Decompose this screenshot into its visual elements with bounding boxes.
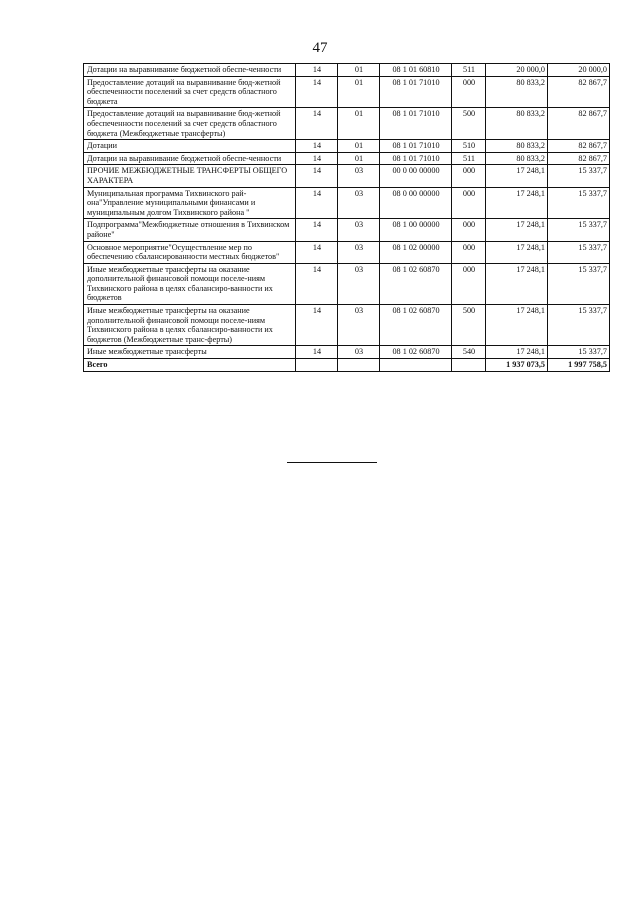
row-target-code: 00 0 00 00000 — [380, 165, 452, 187]
row-target-code: 08 1 02 60870 — [380, 346, 452, 359]
row-name: ПРОЧИЕ МЕЖБЮДЖЕТНЫЕ ТРАНСФЕРТЫ ОБЩЕГО ХАРАКТЕРА — [84, 165, 296, 187]
row-subsection: 03 — [338, 263, 380, 304]
row-value-1: 17 248,1 — [486, 165, 548, 187]
end-rule — [287, 462, 377, 463]
row-subsection: 01 — [338, 76, 380, 108]
row-name: Подпрограмма"Межбюджетные отношения в Тихвинском районе" — [84, 219, 296, 241]
row-value-1: 80 833,2 — [486, 76, 548, 108]
row-expense-type: 000 — [452, 241, 486, 263]
row-section: 14 — [296, 76, 338, 108]
row-target-code: 08 1 02 60870 — [380, 263, 452, 304]
row-value-1: 17 248,1 — [486, 305, 548, 346]
total-empty-cell — [452, 359, 486, 372]
row-name: Муниципальная программа Тихвинского рай-она"Управление муниципальными финансами и муниципальным долгом Тихвинского района " — [84, 187, 296, 219]
row-subsection: 03 — [338, 241, 380, 263]
row-value-1: 17 248,1 — [486, 187, 548, 219]
row-value-2: 82 867,7 — [548, 76, 610, 108]
budget-table — [83, 63, 610, 372]
row-target-code: 08 0 00 00000 — [380, 187, 452, 219]
table-row — [84, 108, 610, 140]
row-expense-type: 000 — [452, 219, 486, 241]
total-label: Всего — [84, 359, 296, 372]
table-row — [84, 152, 610, 165]
row-section: 14 — [296, 140, 338, 153]
row-name: Иные межбюджетные трансферты — [84, 346, 296, 359]
total-row — [84, 359, 610, 372]
row-value-2: 82 867,7 — [548, 152, 610, 165]
row-target-code: 08 1 01 60810 — [380, 64, 452, 77]
row-subsection: 03 — [338, 165, 380, 187]
row-value-1: 80 833,2 — [486, 152, 548, 165]
row-target-code: 08 1 01 71010 — [380, 152, 452, 165]
row-value-2: 15 337,7 — [548, 165, 610, 187]
page-number: 47 — [312, 40, 328, 56]
row-value-2: 20 000,0 — [548, 64, 610, 77]
total-value-2: 1 997 758,5 — [548, 359, 610, 372]
row-subsection: 01 — [338, 140, 380, 153]
row-value-1: 17 248,1 — [486, 241, 548, 263]
row-value-2: 82 867,7 — [548, 140, 610, 153]
table-row — [84, 219, 610, 241]
row-section: 14 — [296, 346, 338, 359]
table-row — [84, 263, 610, 304]
row-subsection: 03 — [338, 305, 380, 346]
row-section: 14 — [296, 187, 338, 219]
row-value-1: 17 248,1 — [486, 263, 548, 304]
row-value-1: 20 000,0 — [486, 64, 548, 77]
total-value-1: 1 937 073,5 — [486, 359, 548, 372]
row-expense-type: 510 — [452, 140, 486, 153]
row-section: 14 — [296, 241, 338, 263]
row-section: 14 — [296, 64, 338, 77]
row-target-code: 08 1 01 71010 — [380, 108, 452, 140]
row-section: 14 — [296, 219, 338, 241]
row-name: Предоставление дотаций на выравнивание бюд-жетной обеспеченности поселений за счет средств областного бюджета — [84, 76, 296, 108]
table-row — [84, 305, 610, 346]
row-target-code: 08 1 02 60870 — [380, 305, 452, 346]
row-value-1: 17 248,1 — [486, 219, 548, 241]
row-section: 14 — [296, 108, 338, 140]
row-value-2: 15 337,7 — [548, 346, 610, 359]
row-name: Дотации на выравнивание бюджетной обеспе-ченности — [84, 64, 296, 77]
row-subsection: 01 — [338, 64, 380, 77]
table-row — [84, 64, 610, 77]
row-value-1: 80 833,2 — [486, 108, 548, 140]
row-target-code: 08 1 00 00000 — [380, 219, 452, 241]
row-subsection: 03 — [338, 219, 380, 241]
row-subsection: 03 — [338, 187, 380, 219]
table-row — [84, 187, 610, 219]
row-value-2: 15 337,7 — [548, 305, 610, 346]
row-expense-type: 500 — [452, 108, 486, 140]
row-expense-type: 511 — [452, 64, 486, 77]
row-name: Дотации на выравнивание бюджетной обеспе-ченности — [84, 152, 296, 165]
total-empty-cell — [380, 359, 452, 372]
row-expense-type: 000 — [452, 76, 486, 108]
row-section: 14 — [296, 152, 338, 165]
row-name: Дотации — [84, 140, 296, 153]
row-target-code: 08 1 01 71010 — [380, 76, 452, 108]
row-name: Предоставление дотаций на выравнивание бюд-жетной обеспеченности поселений за счет средств областного бюджета (Межбюджетные трансферты) — [84, 108, 296, 140]
row-value-2: 15 337,7 — [548, 187, 610, 219]
table-row — [84, 140, 610, 153]
row-target-code: 08 1 02 00000 — [380, 241, 452, 263]
row-expense-type: 000 — [452, 263, 486, 304]
table-row — [84, 346, 610, 359]
row-section: 14 — [296, 263, 338, 304]
table-row — [84, 76, 610, 108]
row-subsection: 01 — [338, 152, 380, 165]
total-empty-cell — [296, 359, 338, 372]
row-expense-type: 500 — [452, 305, 486, 346]
table-row — [84, 241, 610, 263]
row-subsection: 03 — [338, 346, 380, 359]
row-value-2: 15 337,7 — [548, 241, 610, 263]
budget-table-body — [84, 64, 610, 372]
row-value-1: 17 248,1 — [486, 346, 548, 359]
row-name: Основное мероприятие"Осуществление мер по обеспечению сбалансированности местных бюджетов" — [84, 241, 296, 263]
row-value-2: 15 337,7 — [548, 263, 610, 304]
table-row — [84, 165, 610, 187]
row-expense-type: 511 — [452, 152, 486, 165]
row-section: 14 — [296, 165, 338, 187]
row-expense-type: 000 — [452, 187, 486, 219]
row-name: Иные межбюджетные трансферты на оказание дополнительной финансовой помощи поселе-ниям Тихвинского района в целях сбалансиро-ванности их бюджетов — [84, 263, 296, 304]
row-name: Иные межбюджетные трансферты на оказание дополнительной финансовой помощи поселе-ниям Тихвинского района в целях сбалансиро-ванности их бюджетов (Межбюджетные транс-ферты) — [84, 305, 296, 346]
row-value-2: 82 867,7 — [548, 108, 610, 140]
total-empty-cell — [338, 359, 380, 372]
row-section: 14 — [296, 305, 338, 346]
row-target-code: 08 1 01 71010 — [380, 140, 452, 153]
row-expense-type: 000 — [452, 165, 486, 187]
row-value-2: 15 337,7 — [548, 219, 610, 241]
row-subsection: 01 — [338, 108, 380, 140]
row-expense-type: 540 — [452, 346, 486, 359]
row-value-1: 80 833,2 — [486, 140, 548, 153]
